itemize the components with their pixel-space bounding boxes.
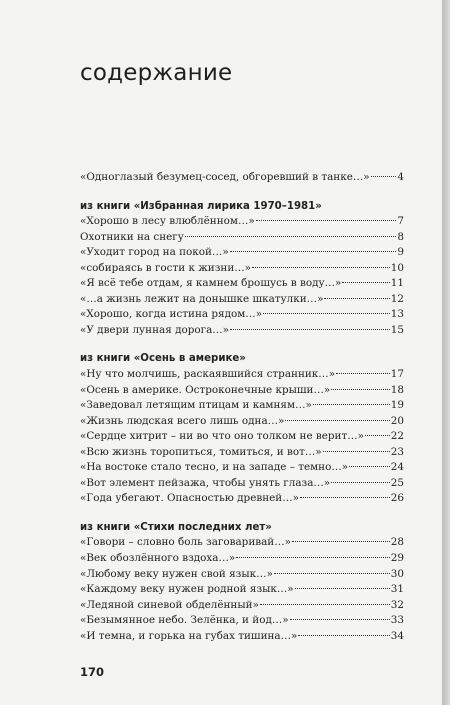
dot-leader — [263, 313, 390, 314]
dot-leader — [342, 282, 389, 283]
table-of-contents — [80, 170, 404, 644]
dot-leader — [298, 635, 389, 636]
toc-section-heading: из книги «Избранная лирика 1970–1981» — [80, 200, 322, 212]
toc-entry — [80, 230, 404, 246]
toc-entry-page: 28 — [390, 536, 404, 549]
toc-entry — [80, 245, 404, 261]
dot-leader — [365, 435, 390, 436]
toc-entry — [80, 445, 404, 461]
toc-entry-title: «Хорошо в лесу влюблённом…» — [80, 215, 255, 228]
toc-entry — [80, 214, 404, 230]
toc-entry-page: 22 — [390, 430, 404, 443]
toc-entry-title: «Вот элемент пейзажа, чтобы унять глаза…» — [80, 476, 331, 489]
toc-entry-title: «Осень в америке. Остроконечные крыши…» — [80, 383, 331, 396]
dot-leader — [323, 451, 390, 452]
dot-leader — [185, 236, 397, 237]
dot-leader — [331, 389, 390, 390]
toc-entry-title: «…а жизнь лежит на донышке шкатулки…» — [80, 292, 324, 305]
toc-entry-title: «Ну что молчишь, раскаявшийся странник…» — [80, 368, 336, 381]
toc-section — [80, 351, 404, 506]
toc-entry-title: «Век обозлённого вздоха…» — [80, 552, 236, 565]
toc-entry-page: 20 — [390, 414, 404, 427]
toc-entry-title: «И темна, и горька на губах тишина…» — [80, 629, 298, 642]
toc-entry-title: «Всю жизнь торопиться, томиться, и вот…» — [80, 445, 322, 458]
toc-entry-page: 17 — [390, 368, 404, 381]
toc-entry — [80, 460, 404, 476]
toc-entry — [80, 261, 404, 277]
toc-entry-title: «Я всё тебе отдам, я камнем брошусь в воду…» — [80, 277, 342, 290]
toc-entry-title: «На востоке стало тесно, и на западе – темно…» — [80, 461, 349, 474]
toc-entry-title: «Ледяной синевой обделённый» — [80, 598, 259, 611]
toc-section-heading: из книги «Стихи последних лет» — [80, 521, 272, 533]
toc-entry-page: 33 — [390, 614, 404, 627]
toc-entry-page: 8 — [397, 230, 404, 243]
toc-entry — [80, 170, 404, 186]
toc-entry-title: «Жизнь людская всего лишь одна…» — [80, 414, 285, 427]
toc-entry-title: «Хорошо, когда истина рядом…» — [80, 308, 263, 321]
toc-section — [80, 199, 404, 339]
toc-entry — [80, 292, 404, 308]
toc-entry-title: «Безымянное небо. Зелёнка, и йод…» — [80, 614, 289, 627]
toc-entry — [80, 535, 404, 551]
toc-entry-title: «Уходит город на покой…» — [80, 246, 229, 259]
toc-entry — [80, 307, 404, 323]
toc-entry — [80, 582, 404, 598]
dot-leader — [313, 404, 390, 405]
toc-entry-page: 4 — [397, 171, 404, 183]
dot-leader — [295, 588, 390, 589]
dot-leader — [236, 557, 390, 558]
dot-leader — [331, 482, 390, 483]
toc-entry — [80, 367, 404, 383]
toc-entry-title: «Заведовал летящим птицам и камням…» — [80, 399, 312, 412]
toc-entry-page: 26 — [390, 492, 404, 505]
toc-entry — [80, 414, 404, 430]
dot-leader — [290, 619, 390, 620]
toc-entry — [80, 598, 404, 614]
toc-entry — [80, 629, 404, 645]
toc-entry-page: 7 — [397, 215, 404, 228]
toc-entry-page: 15 — [390, 323, 404, 336]
toc-entry-page: 31 — [390, 583, 404, 596]
dot-leader — [371, 176, 397, 177]
dot-leader — [324, 298, 389, 299]
toc-entry-title: «Сердце хитрит – ни во что оно толком не верит…» — [80, 430, 364, 443]
toc-entry-page: 12 — [390, 292, 404, 305]
toc-entry-page: 24 — [390, 461, 404, 474]
toc-section-heading: из книги «Осень в америке» — [80, 353, 246, 365]
toc-entry-page: 10 — [390, 261, 404, 274]
toc-entry — [80, 323, 404, 339]
toc-entry — [80, 491, 404, 507]
toc-entry-page: 32 — [390, 598, 404, 611]
toc-entry-page: 23 — [390, 445, 404, 458]
toc-entry — [80, 429, 404, 445]
toc-entry — [80, 276, 404, 292]
toc-entry-page: 25 — [390, 476, 404, 489]
book-gutter — [442, 0, 450, 705]
toc-entry-page: 9 — [397, 246, 404, 259]
toc-entry-page: 18 — [390, 383, 404, 396]
toc-entry-title: «У двери лунная дорога…» — [80, 323, 230, 336]
toc-entry-title: «Говори – словно боль заговаривай…» — [80, 536, 291, 549]
dot-leader — [230, 329, 390, 330]
toc-entry-title: «Каждому веку нужен родной язык…» — [80, 583, 294, 596]
toc-entry-page: 30 — [390, 567, 404, 580]
dot-leader — [256, 220, 397, 221]
toc-entry-title: «Любому веку нужен свой язык…» — [80, 567, 273, 580]
toc-entry-page: 19 — [390, 399, 404, 412]
toc-entry — [80, 476, 404, 492]
toc-entry-page: 13 — [390, 308, 404, 321]
dot-leader — [252, 267, 390, 268]
dot-leader — [285, 420, 389, 421]
dot-leader — [300, 497, 390, 498]
page-title: содержание — [80, 60, 233, 86]
toc-entry-title: Охотники на снегу — [80, 230, 184, 243]
dot-leader — [292, 541, 390, 542]
toc-entry-page: 34 — [390, 629, 404, 642]
toc-entry-page: 29 — [390, 552, 404, 565]
toc-entry — [80, 613, 404, 629]
toc-entry — [80, 551, 404, 567]
toc-entry-title: «собираясь в гости к жизни…» — [80, 261, 251, 274]
toc-entry-page: 11 — [390, 277, 404, 290]
dot-leader — [336, 373, 390, 374]
toc-entry — [80, 383, 404, 399]
dot-leader — [274, 573, 390, 574]
dot-leader — [349, 466, 390, 467]
toc-entry-title: «Года убегают. Опасностью древней…» — [80, 492, 299, 505]
toc-section — [80, 520, 404, 644]
page-number: 170 — [80, 665, 105, 679]
toc-entry — [80, 567, 404, 583]
dot-leader — [230, 251, 397, 252]
dot-leader — [260, 604, 390, 605]
toc-entry-title: «Одноглазый безумец-сосед, обгоревший в танке…» — [80, 171, 370, 183]
toc-entry — [80, 398, 404, 414]
